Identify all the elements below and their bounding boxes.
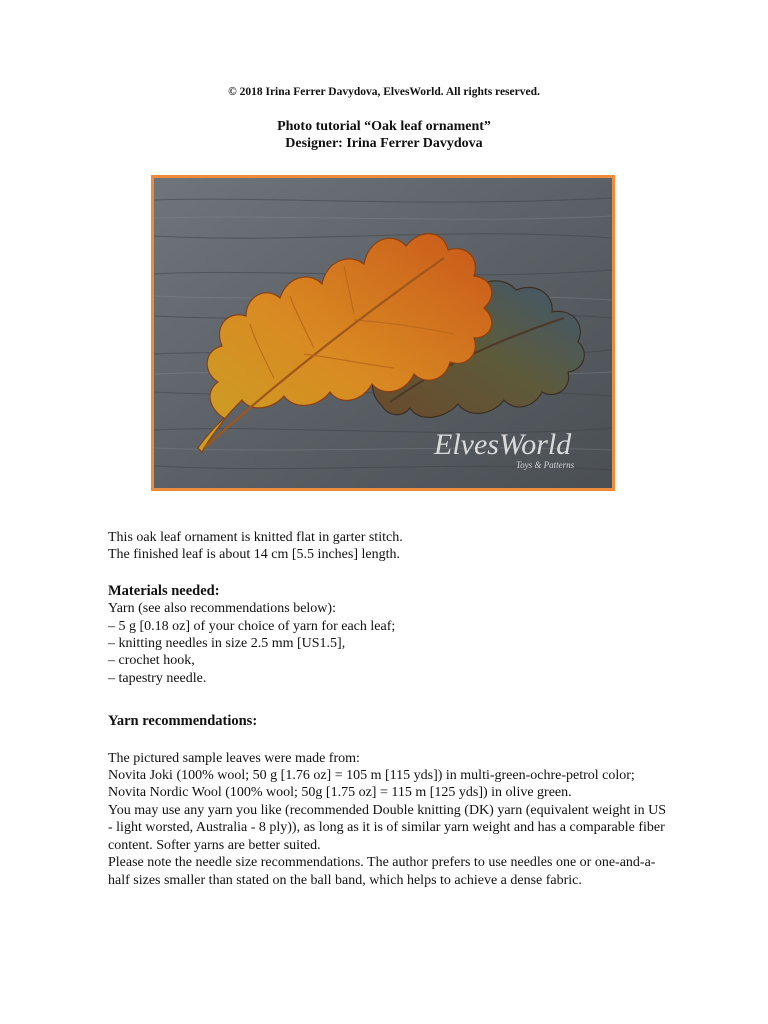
- yarn-line-1: The pictured sample leaves were made from:: [108, 750, 360, 766]
- materials-line-2: – 5 g [0.18 oz] of your choice of yarn for each leaf;: [108, 618, 396, 634]
- watermark-subtext: Toys & Patterns: [516, 460, 575, 470]
- yarn-line-4: You may use any yarn you like (recommended Double knitting (DK) yarn (equivalent weight in US - light worsted, Australia - 8 ply)), as long as it is of similar yarn weight and has a comparable fiber content. Softer yarns are better suited.: [108, 802, 667, 853]
- yarn-line-3: Novita Nordic Wool (100% wool; 50g [1.75 oz] = 115 m [125 yds]) in olive green.: [108, 785, 572, 801]
- materials-heading: Materials needed:: [108, 582, 220, 599]
- materials-line-4: – crochet hook,: [108, 653, 195, 669]
- yarn-line-2: Novita Joki (100% wool; 50 g [1.76 oz] = 105 m [115 yds]) in multi-green-ochre-petrol color;: [108, 768, 635, 784]
- document-title: [0, 118, 768, 152]
- materials-line-3: – knitting needles in size 2.5 mm [US1.5],: [108, 636, 346, 652]
- oak-leaf-illustration: [154, 178, 612, 488]
- oak-leaf-photo: [151, 175, 615, 491]
- materials-line-1: Yarn (see also recommendations below):: [108, 601, 336, 617]
- materials-line-5: – tapestry needle.: [108, 670, 207, 686]
- title-line-1: Photo tutorial “Oak leaf ornament”: [277, 119, 491, 134]
- watermark-text: ElvesWorld: [434, 428, 572, 461]
- document-body: [108, 529, 668, 889]
- intro-line-2: The finished leaf is about 14 cm [5.5 inches] length.: [108, 547, 400, 563]
- title-line-2: Designer: Irina Ferrer Davydova: [285, 136, 483, 151]
- copyright-notice: © 2018 Irina Ferrer Davydova, ElvesWorld. All rights reserved.: [228, 86, 540, 98]
- intro-line-1: This oak leaf ornament is knitted flat in garter stitch.: [108, 530, 403, 545]
- yarn-heading: Yarn recommendations:: [108, 713, 258, 730]
- yarn-line-5: Please note the needle size recommendations. The author prefers to use needles one or one-and-a-half sizes smaller than stated on the ball band, which helps to achieve a dense fabric.: [108, 855, 656, 888]
